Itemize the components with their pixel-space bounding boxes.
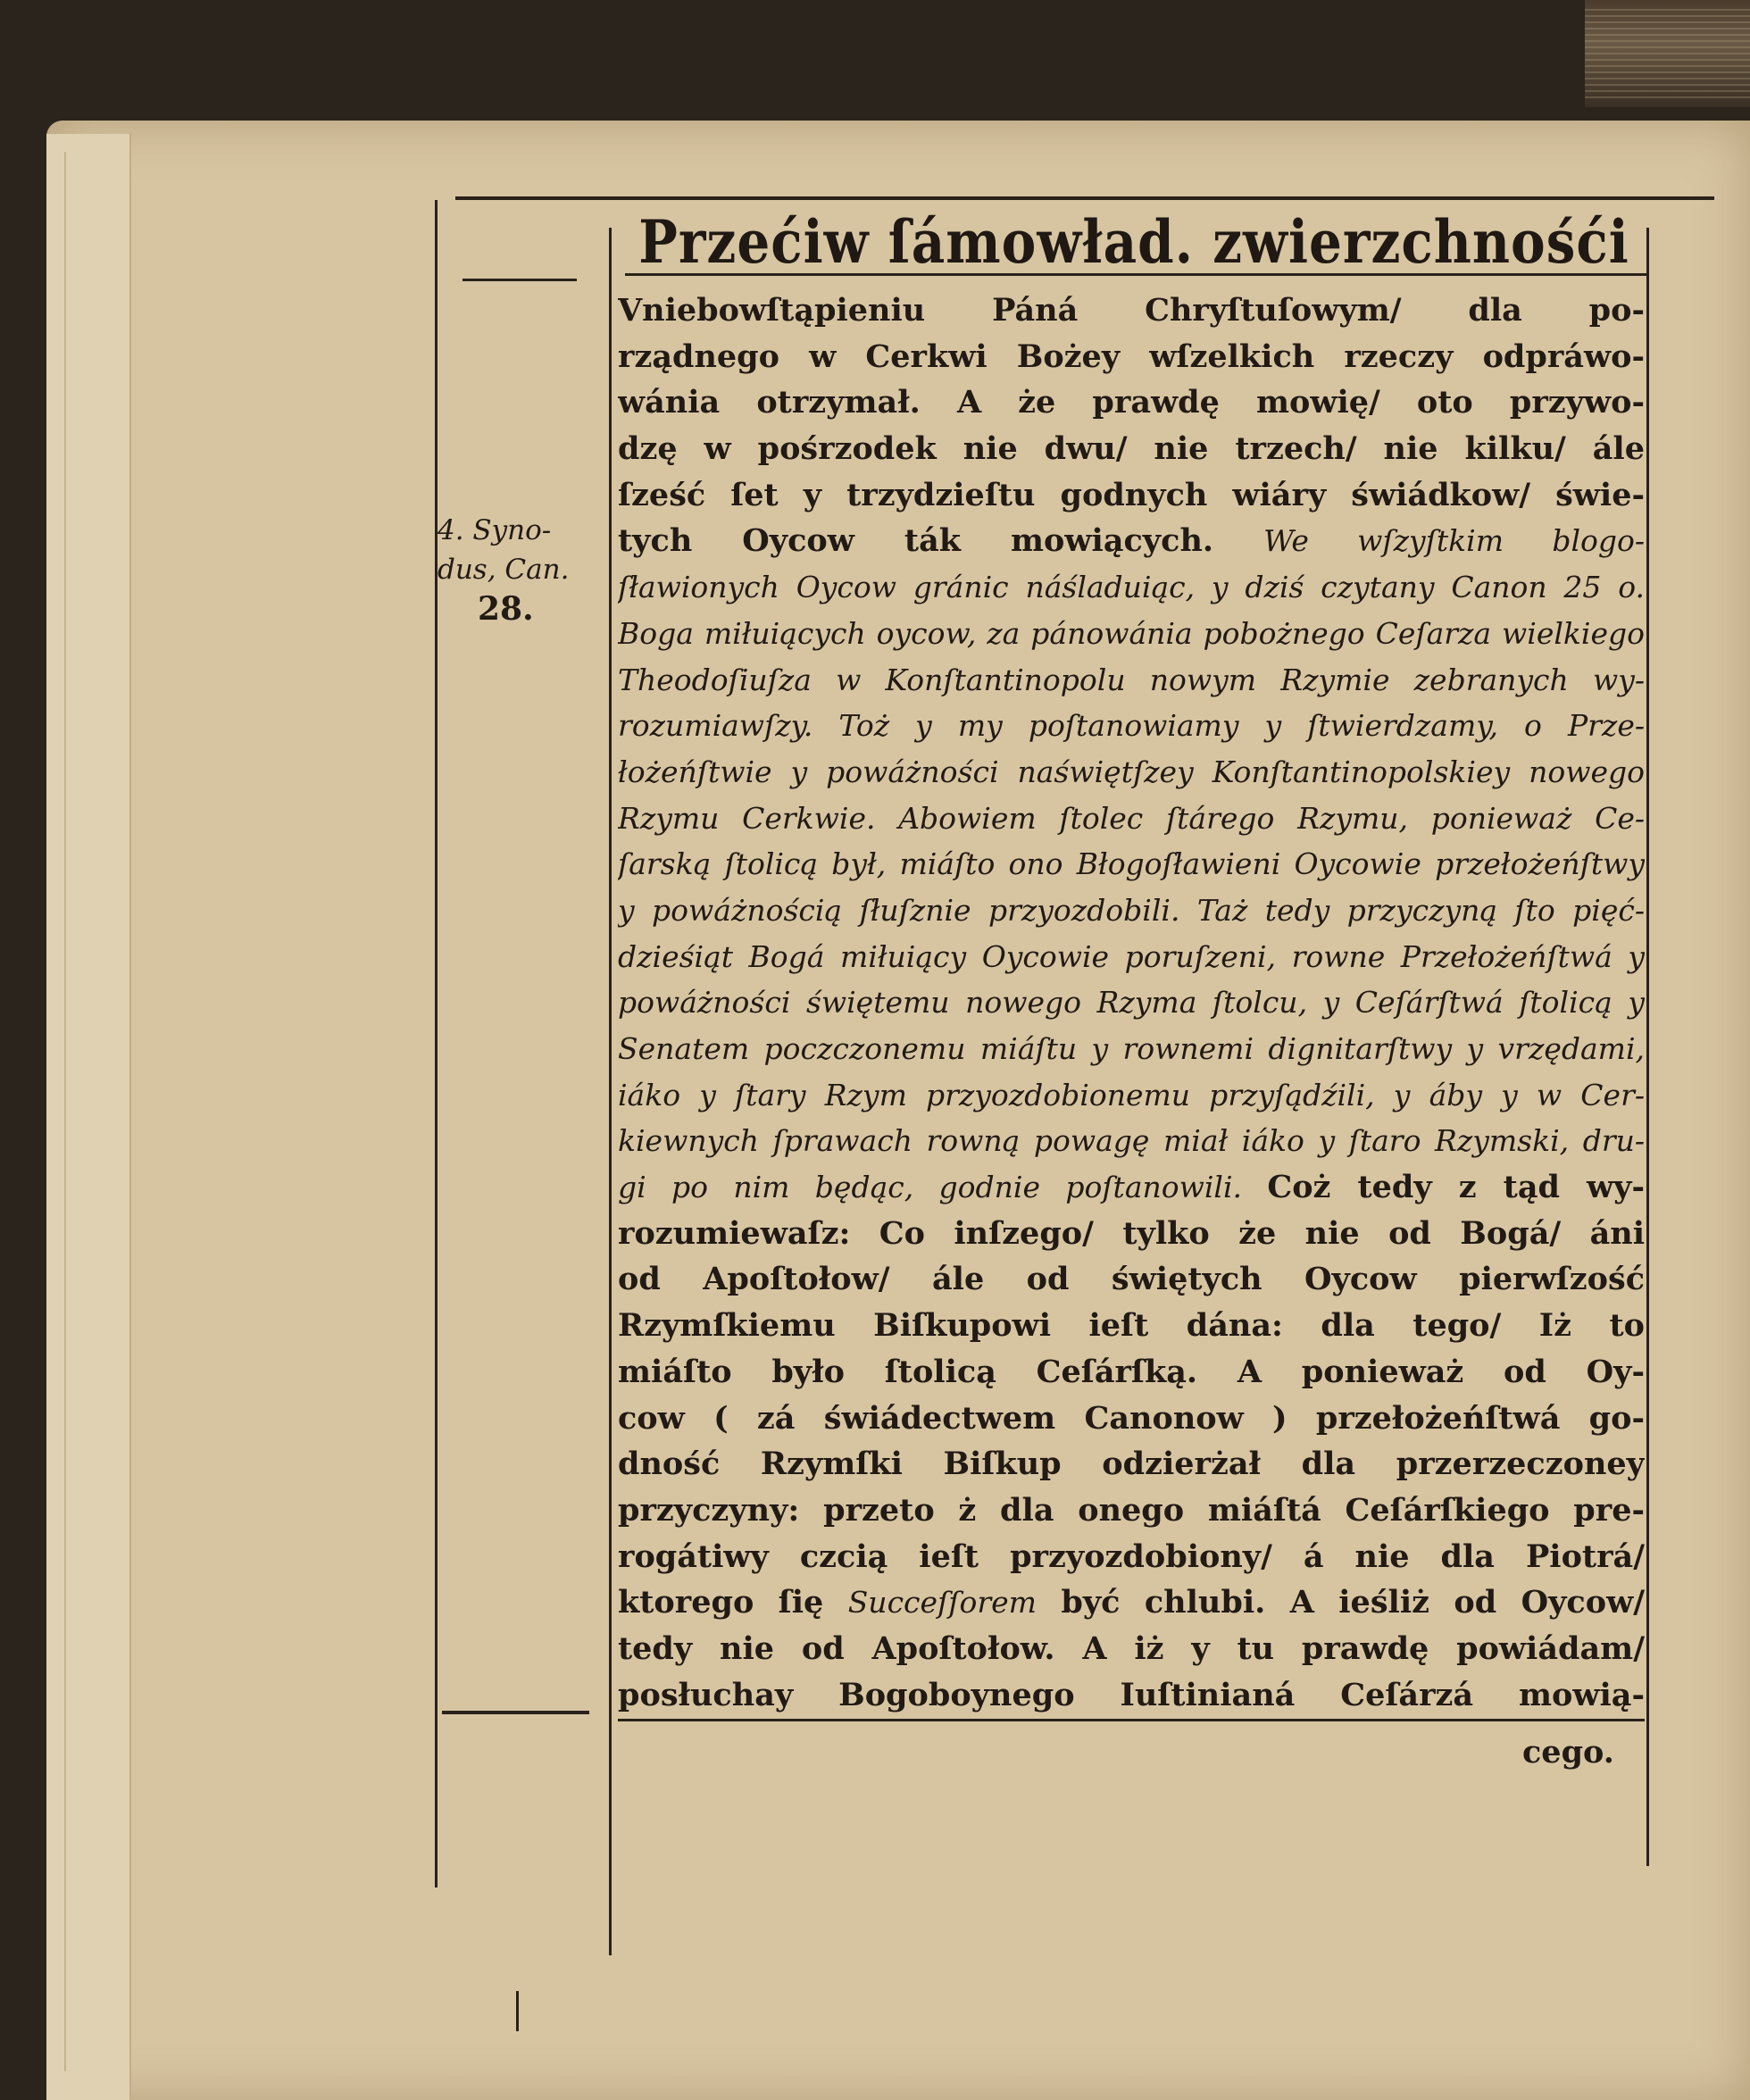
text-line — [618, 703, 1645, 749]
running-header: Przećiw ſámowład. zwierzchnośći — [638, 207, 1629, 278]
text-line — [618, 1579, 1645, 1626]
text-line — [618, 1118, 1645, 1164]
blackletter-text-segment: być chlubi. A ieśliż od Oycow/ — [1036, 1584, 1645, 1621]
text-line — [618, 288, 1645, 334]
blackletter-text-segment: miáſto było ſtolicą Ceſárſką. A ponieważ od Oy- — [618, 1353, 1645, 1390]
text-line — [618, 1256, 1645, 1303]
italic-text-segment: dzieśiąt Bogá miłuiący Oycowie poruſzeni, rowne Przełożeńſtwá y — [618, 938, 1645, 974]
blackletter-text-segment: rozumiewaſz: Co inſzego/ tylko że nie od Bogá/ áni — [618, 1214, 1645, 1252]
blackletter-text-segment: przyczyny: przeto ż dla onego miáſtá Ceſárſkiego pre- — [618, 1491, 1645, 1529]
italic-text-segment: gi po nim będąc, godnie poſtanowili. — [618, 1170, 1268, 1205]
blackletter-text-segment: rządnego w Cerkwi Bożey wſzelkich rzeczy odpráwo- — [618, 338, 1645, 375]
margin-note — [438, 511, 612, 629]
text-line — [618, 749, 1645, 796]
italic-text-segment: łożeńſtwie y powáżności naświętſzey Konſtantinopolskiey nowego — [618, 754, 1645, 789]
text-line — [618, 379, 1645, 426]
margin-column-rule — [435, 200, 438, 1888]
text-line — [618, 934, 1645, 980]
text-line — [618, 1072, 1645, 1119]
blackletter-text-segment: od Apoſtołow/ ále od świętych Oycow pierwſzość — [618, 1261, 1645, 1298]
blackletter-text-segment: tedy nie od Apoſtołow. A iż y tu prawdę powiádam/ — [618, 1629, 1645, 1667]
text-line — [618, 1164, 1645, 1211]
italic-text-segment: Senatem poczczonemu miáſtu y rownemi dignitarſtwy y vrzędami, — [618, 1031, 1645, 1066]
body-text — [618, 288, 1645, 1718]
italic-text-segment: We wſzyſtkim blogo- — [1263, 523, 1645, 559]
blackletter-text-segment: posłuchay Bogoboynego Iuſtinianá Ceſárzá mowią- — [618, 1676, 1645, 1713]
italic-text-segment: Boga miłuiących oycow, za pánowánia pobożnego Ceſarza wielkiego — [618, 615, 1645, 651]
page-fold-strip — [46, 134, 131, 2100]
italic-text-segment: Rzymu Cerkwie. Abowiem ſtolec ſtárego Rzymu, ponieważ Ce- — [618, 800, 1645, 836]
italic-text-segment: Theodoſiuſza w Konſtantinopolu nowym Rzymie zebranych wy- — [618, 662, 1645, 697]
italic-text-segment: y powáżnością ſłuſznie przyozdobili. Taż tedy przyczyną ſto pięć- — [618, 892, 1645, 928]
italic-text-segment: rozumiawſzy. Toż y my poſtanowiamy y ſtwierdzamy, o Prze- — [618, 708, 1645, 744]
margin-short-rule-bottom — [442, 1711, 589, 1714]
text-line — [618, 1672, 1645, 1719]
text-line — [618, 979, 1645, 1026]
text-line — [618, 657, 1645, 704]
lower-left-mark — [516, 1991, 519, 2031]
text-line — [618, 1349, 1645, 1396]
text-line — [618, 1396, 1645, 1442]
blackletter-text-segment: cow ( zá świádectwem Canonow ) przełożeńſtwá go- — [618, 1399, 1645, 1437]
blackletter-text-segment: ktorego ſię — [618, 1584, 848, 1621]
text-line — [618, 611, 1645, 657]
margin-note-line: 28. — [478, 590, 534, 628]
italic-text-segment: ſławionych Oycow gránic náśladuiąc, y dziś czytany Canon 25 o. — [618, 570, 1645, 605]
blackletter-text-segment: wánia otrzymał. A że prawdę mowię/ oto przywo- — [618, 384, 1645, 421]
italic-text-segment: kiewnych ſprawach rowną powagę miał iáko y ſtaro Rzymski, dru- — [618, 1123, 1645, 1159]
text-line — [618, 1534, 1645, 1580]
text-line — [618, 472, 1645, 519]
text-line — [618, 1026, 1645, 1072]
text-line — [618, 1626, 1645, 1672]
italic-text-segment: iáko y ſtary Rzym przyozdobionemu przyſądźili, y áby y w Cer- — [618, 1077, 1645, 1112]
text-line — [618, 1303, 1645, 1349]
page-fold-line — [64, 152, 66, 2071]
italic-text-segment: powáżności świętemu nowego Rzyma ſtolcu, y Ceſárſtwá ſtolicą y — [618, 985, 1645, 1021]
margin-note-line: dus, Can. — [438, 554, 570, 586]
text-line — [618, 564, 1645, 611]
blackletter-text-segment: tych Oycow ták mowiących. — [618, 522, 1264, 560]
margin-short-rule-top — [462, 279, 577, 281]
blackletter-text-segment: ſześć ſet y trzydzieſtu godnych wiáry świádkow/ świe- — [618, 476, 1645, 513]
text-bottom-rule — [618, 1719, 1645, 1721]
text-line — [618, 1488, 1645, 1534]
text-line — [618, 841, 1645, 888]
margin-note-line: 4. Syno- — [438, 514, 552, 546]
text-right-rule — [1646, 228, 1649, 1866]
page-edges-texture — [1585, 9, 1750, 98]
text-line — [618, 1441, 1645, 1488]
italic-text-segment: ſarską ſtolicą był, miáſto ono Błogoſławieni Oycowie przełożeńſtwy — [618, 846, 1645, 882]
text-line — [618, 518, 1645, 564]
text-line — [618, 796, 1645, 842]
text-line — [618, 334, 1645, 380]
text-line — [618, 426, 1645, 472]
text-left-rule — [609, 228, 612, 1955]
blackletter-text-segment: dność Rzymſki Biſkup odzierżał dla przerzeczoney — [618, 1446, 1645, 1483]
blackletter-text-segment: Coż tedy z tąd wy- — [1267, 1169, 1645, 1206]
text-line — [618, 1211, 1645, 1257]
blackletter-text-segment: rogátiwy czcią ieſt przyozdobiony/ á nie dla Piotrá/ — [618, 1538, 1645, 1575]
blackletter-text-segment: dzę w pośrzodek nie dwu/ nie trzech/ nie kilku/ ále — [618, 430, 1645, 468]
top-rule — [455, 196, 1714, 200]
catchword: cego. — [1522, 1734, 1614, 1771]
italic-text-segment: Succeſſorem — [847, 1585, 1037, 1621]
blackletter-text-segment: Vniebowſtąpieniu Páná Chryſtuſowym/ dla po- — [618, 292, 1645, 329]
blackletter-text-segment: Rzymſkiemu Biſkupowi ieſt dána: dla tego/ Iż to — [618, 1307, 1645, 1345]
text-line — [618, 888, 1645, 934]
